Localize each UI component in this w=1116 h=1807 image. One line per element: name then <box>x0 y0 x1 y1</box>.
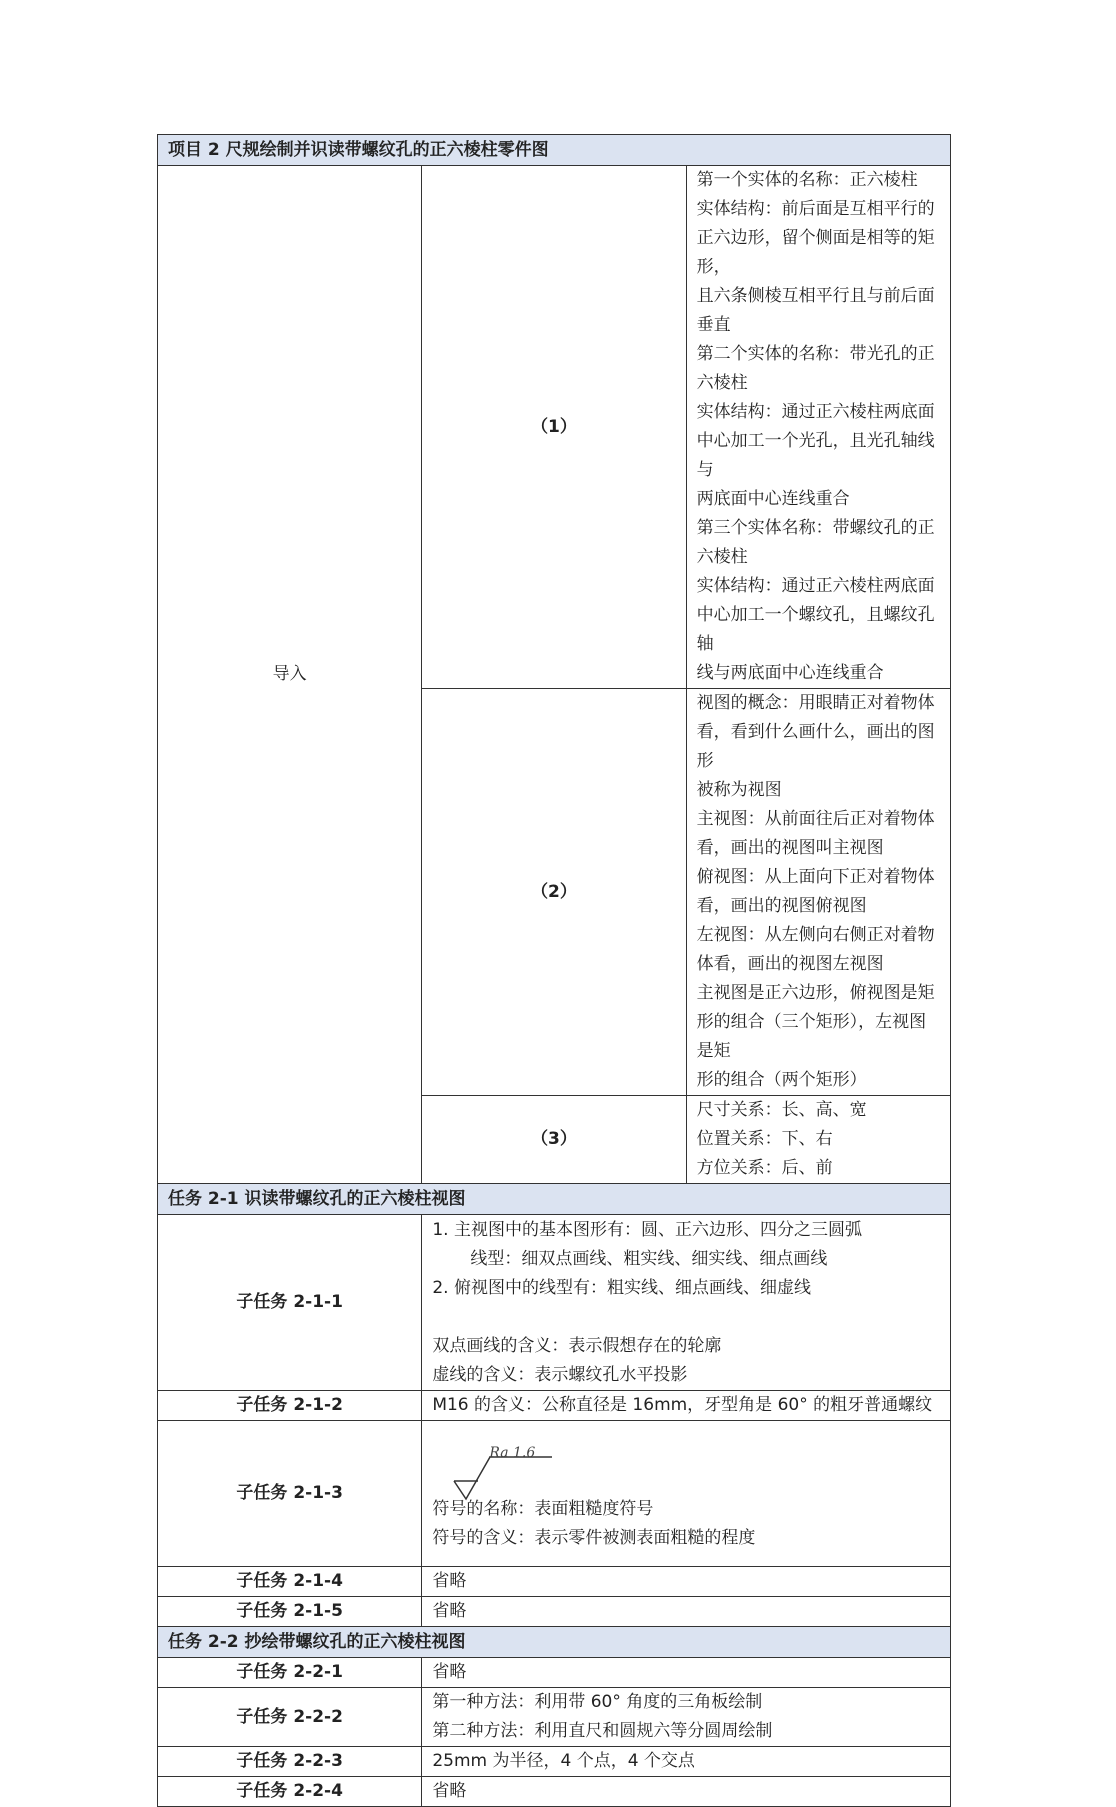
text-line: 第一种方法：利用带 60° 角度的三角板绘制 <box>432 1692 763 1712</box>
text-line: 左视图：从左侧向右侧正对着物体看，画出的视图左视图 <box>696 925 935 974</box>
text-line: 被称为视图 <box>696 780 782 800</box>
subtask-label: 子任务 2-2-2 <box>158 1688 422 1747</box>
text-line: 第二个实体的名称：带光孔的正六棱柱 <box>696 344 935 393</box>
subtask-label: 子任务 2-1-5 <box>158 1597 422 1627</box>
subtask-content: 省略 <box>422 1567 951 1597</box>
task-title: 任务 2-2 抄绘带螺纹孔的正六棱柱视图 <box>158 1627 951 1658</box>
text-line: 第二种方法：利用直尺和圆规六等分圆周绘制 <box>432 1721 773 1741</box>
item-content <box>686 1096 950 1184</box>
text-line: 方位关系：后、前 <box>696 1158 833 1178</box>
item-content <box>686 166 950 689</box>
text-line: 视图的概念：用眼睛正对着物体看，看到什么画什么，画出的图形 <box>696 693 935 771</box>
subtask-label: 子任务 2-1-1 <box>158 1215 422 1391</box>
subtask-content: M16 的含义：公称直径是 16mm，牙型角是 60° 的粗牙普通螺纹 <box>422 1391 951 1421</box>
subtask-content: 省略 <box>422 1777 951 1807</box>
project-title: 项目 2 尺规绘制并识读带螺纹孔的正六棱柱零件图 <box>158 135 951 166</box>
text-line: 2. 俯视图中的线型有：粗实线、细点画线、细虚线 <box>432 1277 811 1298</box>
intro-label: 导入 <box>158 166 422 1184</box>
text-line: 实体结构：通过正六棱柱两底面中心加工一个光孔，且光孔轴线与 <box>696 402 935 480</box>
subtask-label: 子任务 2-2-4 <box>158 1777 422 1807</box>
text-line: 俯视图：从上面向下正对着物体看，画出的视图俯视图 <box>696 867 935 916</box>
text-line <box>432 1303 940 1332</box>
text-line: 实体结构：前后面是互相平行的正六边形，留个侧面是相等的矩形， <box>696 199 935 277</box>
text-line: 线与两底面中心连线重合 <box>696 663 884 683</box>
text-line: 位置关系：下、右 <box>696 1129 833 1149</box>
subtask-content: 省略 <box>422 1658 951 1688</box>
text-line: 形的组合（两个矩形） <box>696 1070 867 1090</box>
text-line: 尺寸关系：长、高、宽 <box>696 1100 867 1120</box>
text-line: 实体结构：通过正六棱柱两底面中心加工一个螺纹孔，且螺纹孔轴 <box>696 576 935 654</box>
text-line: 两底面中心连线重合 <box>696 489 850 509</box>
subtask-content <box>422 1215 951 1391</box>
item-num: （2） <box>422 689 686 1096</box>
text-line: 主视图是正六边形，俯视图是矩形的组合（三个矩形），左视图是矩 <box>696 983 935 1061</box>
task-title: 任务 2-1 识读带螺纹孔的正六棱柱视图 <box>158 1184 951 1215</box>
subtask-content: 省略 <box>422 1597 951 1627</box>
text-line: 符号的名称：表面粗糙度符号 <box>432 1498 654 1519</box>
text-line: 虚线的含义：表示螺纹孔水平投影 <box>432 1364 688 1385</box>
roughness-value: Ra 1.6 <box>489 1444 536 1461</box>
lesson-table <box>157 134 951 1807</box>
text-line: 第三个实体名称：带螺纹孔的正六棱柱 <box>696 518 935 567</box>
subtask-label: 子任务 2-1-3 <box>158 1421 422 1567</box>
item-num: （1） <box>422 166 686 689</box>
subtask-content <box>422 1421 951 1567</box>
item-num: （3） <box>422 1096 686 1184</box>
subtask-label: 子任务 2-2-3 <box>158 1747 422 1777</box>
subtask-label: 子任务 2-1-2 <box>158 1391 422 1421</box>
text-line: 主视图：从前面往后正对着物体看，画出的视图叫主视图 <box>696 809 935 858</box>
subtask-content <box>422 1688 951 1747</box>
text-line: 符号的含义：表示零件被测表面粗糙的程度 <box>432 1527 756 1548</box>
subtask-label: 子任务 2-2-1 <box>158 1658 422 1688</box>
item-content <box>686 689 950 1096</box>
text-line: 线型：细双点画线、粗实线、细实线、细点画线 <box>470 1248 828 1269</box>
text-line: 第一个实体的名称：正六棱柱 <box>696 170 918 190</box>
roughness-symbol <box>432 1435 940 1495</box>
text-line: 双点画线的含义：表示假想存在的轮廓 <box>432 1335 722 1356</box>
subtask-content: 25mm 为半径，4 个点，4 个交点 <box>422 1747 951 1777</box>
text-line: 1. 主视图中的基本图形有：圆、正六边形、四分之三圆弧 <box>432 1219 862 1240</box>
text-line: 且六条侧棱互相平行且与前后面垂直 <box>696 286 935 335</box>
subtask-label: 子任务 2-1-4 <box>158 1567 422 1597</box>
